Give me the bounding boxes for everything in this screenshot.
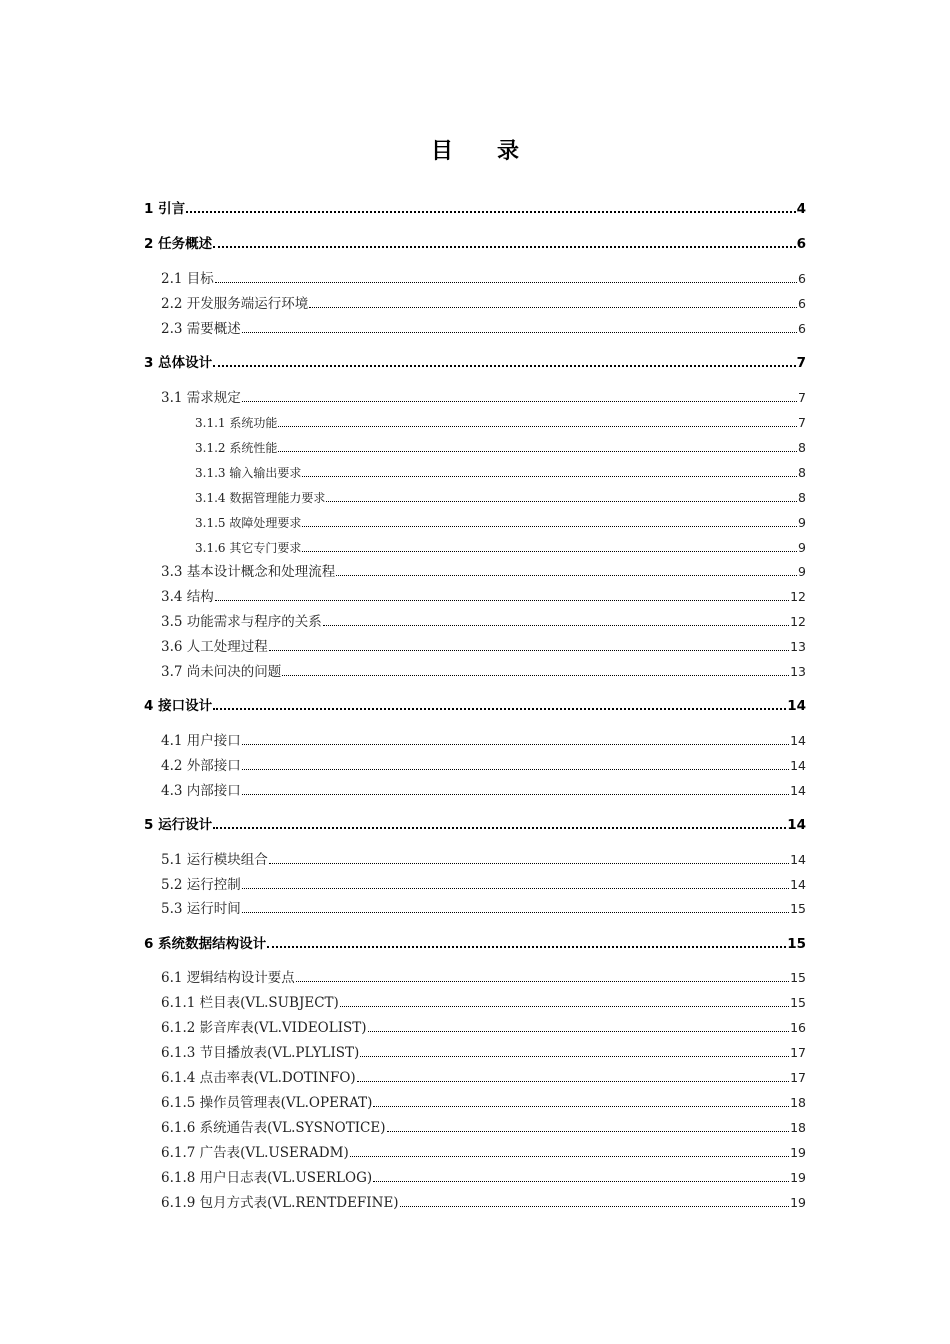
toc-entry[interactable]	[161, 969, 806, 987]
toc-entry-label: 4.3 内部接口	[161, 783, 241, 799]
dot-leader	[302, 551, 797, 552]
toc-entry[interactable]	[161, 1044, 806, 1062]
toc-entry[interactable]	[161, 1094, 806, 1112]
dot-leader	[269, 650, 789, 651]
dot-leader	[350, 1156, 789, 1157]
toc-entry[interactable]	[144, 816, 806, 834]
toc-entry-label: 3.1.2 系统性能	[195, 441, 278, 455]
toc-entry-label: 6.1.1 栏目表(VL.SUBJECT)	[161, 995, 339, 1011]
toc-entry-page-number: 14	[787, 817, 806, 833]
toc-entry-page-number: 14	[790, 852, 806, 867]
dot-leader	[278, 451, 797, 452]
dot-leader	[242, 888, 789, 889]
toc-entry-page-number: 7	[798, 415, 806, 430]
page-title	[0, 134, 950, 165]
toc-entry-label: 6.1.2 影音库表(VL.VIDEOLIST)	[161, 1020, 367, 1036]
toc-entry-label: 3.1.5 故障处理要求	[195, 516, 302, 530]
dot-leader	[242, 744, 789, 745]
toc-entry-label: 6.1.6 系统通告表(VL.SYSNOTICE)	[161, 1120, 386, 1136]
toc-entry-page-number: 7	[798, 390, 806, 405]
toc-entry-label: 3.4 结构	[161, 589, 214, 605]
toc-entry[interactable]	[161, 782, 806, 800]
dot-leader	[336, 575, 797, 576]
toc-entry-label: 3.3 基本设计概念和处理流程	[161, 564, 336, 580]
toc-entry[interactable]	[161, 1194, 806, 1212]
toc-entry-page-number: 9	[798, 540, 806, 555]
toc-entry-page-number: 8	[798, 440, 806, 455]
toc-entry-page-number: 12	[790, 589, 806, 604]
toc-entry-page-number: 18	[790, 1120, 806, 1135]
toc-entry-label: 6.1.3 节目播放表(VL.PLYLIST)	[161, 1045, 360, 1061]
dot-leader	[278, 426, 797, 427]
dot-leader	[215, 600, 789, 601]
toc-entry[interactable]	[195, 539, 806, 557]
toc-entry-label: 4 接口设计	[144, 698, 213, 714]
toc-entry[interactable]	[144, 697, 806, 715]
toc-entry-page-number: 6	[796, 236, 806, 252]
dot-leader	[213, 827, 786, 829]
toc-entry[interactable]	[161, 876, 806, 894]
toc-entry-label: 3.6 人工处理过程	[161, 639, 268, 655]
toc-entry[interactable]	[195, 489, 806, 507]
title-char-right: 录	[497, 139, 520, 164]
toc-entry-page-number: 19	[790, 1195, 806, 1210]
toc-entry-page-number: 8	[798, 465, 806, 480]
toc-entry-page-number: 17	[790, 1070, 806, 1085]
dot-leader	[373, 1181, 789, 1182]
toc-entry-label: 3.1.3 输入输出要求	[195, 466, 302, 480]
toc-entry[interactable]	[144, 200, 806, 218]
toc-entry-label: 2 任务概述	[144, 236, 213, 252]
dot-leader	[309, 307, 797, 308]
toc-entry[interactable]	[144, 235, 806, 253]
toc-entry-label: 6.1.4 点击率表(VL.DOTINFO)	[161, 1070, 356, 1086]
toc-entry-label: 2.1 目标	[161, 271, 214, 287]
dot-leader	[323, 625, 789, 626]
toc-entry[interactable]	[161, 1019, 806, 1037]
toc-entry-label: 6.1.9 包月方式表(VL.RENTDEFINE)	[161, 1195, 399, 1211]
dot-leader	[368, 1031, 790, 1032]
toc-entry-label: 3.7 尚未问决的问题	[161, 664, 282, 680]
toc-entry-page-number: 6	[798, 321, 806, 336]
toc-entry-page-number: 9	[798, 515, 806, 530]
toc-entry-page-number: 6	[798, 271, 806, 286]
toc-entry-page-number: 4	[796, 201, 806, 217]
toc-entry-page-number: 19	[790, 1170, 806, 1185]
dot-leader	[213, 246, 796, 248]
toc-entry-page-number: 16	[790, 1020, 806, 1035]
toc-entry-label: 3.1.4 数据管理能力要求	[195, 491, 326, 505]
toc-entry[interactable]	[161, 1169, 806, 1187]
toc-entry-label: 6.1 逻辑结构设计要点	[161, 970, 295, 986]
toc-entry[interactable]	[161, 588, 806, 606]
dot-leader	[387, 1131, 790, 1132]
toc-entry-page-number: 8	[798, 490, 806, 505]
dot-leader	[340, 1006, 789, 1007]
toc-entry[interactable]	[144, 935, 806, 953]
toc-entry-page-number: 15	[790, 901, 806, 916]
toc-entry-label: 3.1 需求规定	[161, 390, 241, 406]
toc-entry-label: 2.3 需要概述	[161, 321, 241, 337]
toc-entry-label: 5.3 运行时间	[161, 901, 241, 917]
toc-entry-page-number: 14	[790, 733, 806, 748]
toc-entry-label: 6.1.5 操作员管理表(VL.OPERAT)	[161, 1095, 373, 1111]
toc-entry[interactable]	[161, 663, 806, 681]
dot-leader	[400, 1206, 790, 1207]
toc-entry[interactable]	[195, 439, 806, 457]
toc-entry[interactable]	[161, 563, 806, 581]
toc-entry-label: 3.5 功能需求与程序的关系	[161, 614, 322, 630]
toc-entry-label: 3.1.6 其它专门要求	[195, 541, 302, 555]
dot-leader	[357, 1081, 789, 1082]
toc-entry-page-number: 13	[790, 639, 806, 654]
toc-entry[interactable]	[161, 994, 806, 1012]
toc-entry-page-number: 14	[787, 698, 806, 714]
toc-entry-page-number: 19	[790, 1145, 806, 1160]
toc-entry[interactable]	[161, 1119, 806, 1137]
title-char-left: 目	[430, 139, 453, 164]
dot-leader	[213, 708, 786, 710]
dot-leader	[242, 794, 789, 795]
dot-leader	[213, 365, 796, 367]
toc-entry[interactable]	[161, 389, 806, 407]
toc-entry-label: 6 系统数据结构设计	[144, 936, 267, 952]
dot-leader	[242, 332, 797, 333]
toc-entry-label: 3 总体设计	[144, 355, 213, 371]
dot-leader	[360, 1056, 789, 1057]
dot-leader	[242, 769, 789, 770]
toc-entry-page-number: 14	[790, 758, 806, 773]
dot-leader	[269, 863, 789, 864]
toc-entry[interactable]	[161, 851, 806, 869]
toc-entry-page-number: 6	[798, 296, 806, 311]
toc-entry-label: 6.1.7 广告表(VL.USERADM)	[161, 1145, 349, 1161]
toc-entry-label: 5.1 运行模块组合	[161, 852, 268, 868]
toc-entry-label: 5 运行设计	[144, 817, 213, 833]
toc-entry-page-number: 7	[796, 355, 806, 371]
dot-leader	[267, 946, 786, 948]
toc-entry[interactable]	[161, 295, 806, 313]
toc-entry-page-number: 14	[790, 783, 806, 798]
dot-leader	[242, 912, 789, 913]
toc-entry[interactable]	[161, 270, 806, 288]
toc-entry[interactable]	[144, 354, 806, 372]
toc-entry-page-number: 18	[790, 1095, 806, 1110]
toc-entry-label: 2.2 开发服务端运行环境	[161, 296, 309, 312]
toc-entry-page-number: 9	[798, 564, 806, 579]
toc-entry-label: 6.1.8 用户日志表(VL.USERLOG)	[161, 1170, 373, 1186]
dot-leader	[326, 501, 797, 502]
toc-entry-page-number: 15	[787, 936, 806, 952]
toc-entry[interactable]	[161, 1144, 806, 1162]
toc-entry[interactable]	[161, 320, 806, 338]
toc-entry-label: 4.1 用户接口	[161, 733, 241, 749]
dot-leader	[302, 476, 797, 477]
toc-entry[interactable]	[161, 638, 806, 656]
toc-entry-page-number: 14	[790, 877, 806, 892]
toc-entry-label: 5.2 运行控制	[161, 877, 241, 893]
toc-entry[interactable]	[195, 414, 806, 432]
dot-leader	[215, 282, 797, 283]
toc-entry-page-number: 12	[790, 614, 806, 629]
dot-leader	[186, 211, 796, 213]
toc-entry[interactable]	[161, 900, 806, 918]
toc-entry[interactable]	[161, 613, 806, 631]
toc-entry-label: 4.2 外部接口	[161, 758, 241, 774]
toc-entry[interactable]	[161, 1069, 806, 1087]
toc-entry-label: 3.1.1 系统功能	[195, 416, 278, 430]
dot-leader	[242, 401, 797, 402]
dot-leader	[296, 981, 789, 982]
dot-leader	[302, 526, 797, 527]
dot-leader	[282, 675, 789, 676]
toc-entry[interactable]	[195, 514, 806, 532]
toc-entry[interactable]	[161, 757, 806, 775]
toc-entry-label: 1 引言	[144, 201, 186, 217]
toc-entry[interactable]	[161, 732, 806, 750]
dot-leader	[373, 1106, 789, 1107]
toc-entry-page-number: 15	[790, 995, 806, 1010]
toc-entry-page-number: 15	[790, 970, 806, 985]
toc-entry[interactable]	[195, 464, 806, 482]
toc-entry-page-number: 13	[790, 664, 806, 679]
toc-entry-page-number: 17	[790, 1045, 806, 1060]
